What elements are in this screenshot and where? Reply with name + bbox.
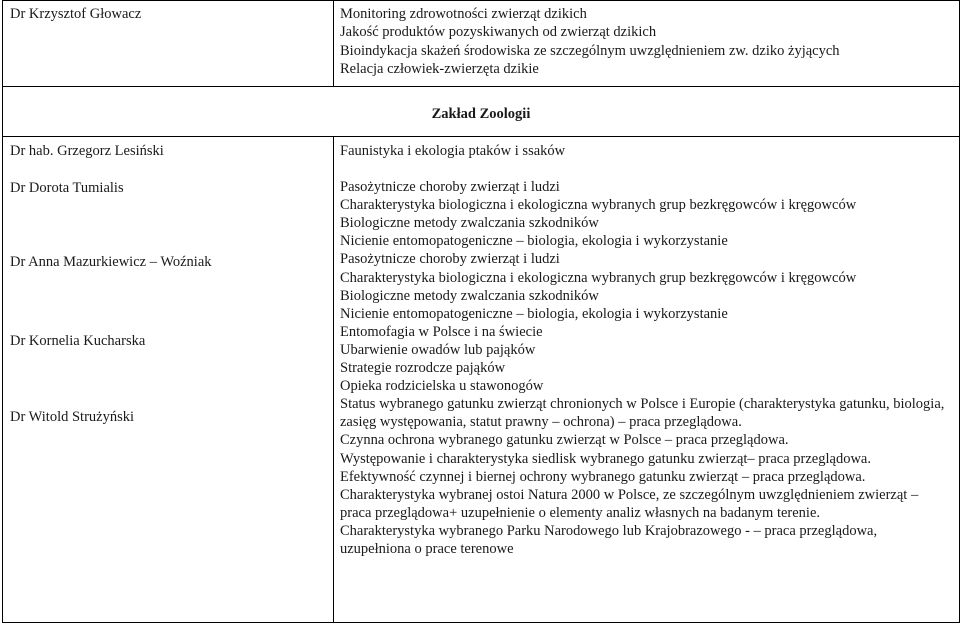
topic-item: Monitoring zdrowotności zwierząt dzikich [340,6,587,22]
section-row [3,87,960,137]
topic-group-kucharska [340,323,959,395]
section-heading-cell [3,87,960,137]
topic-item: Relacja człowiek-zwierzęta dzikie [340,61,539,78]
topic-group-mazurkiewicz [340,250,959,322]
topic-item: Występowanie i charakterystyka siedlisk wybranego gatunku zwierząt– praca przeglądowa. [340,450,871,467]
topics-cell [334,137,960,623]
section-heading: Zakład Zoologii [431,106,531,122]
topic-item: Strategie rozrodcze pająków [340,360,506,377]
supervisor-name: Dr Krzysztof Głowacz [10,6,142,22]
supervisor-name: Dr Anna Mazurkiewicz – Woźniak [10,254,212,270]
supervisor-name: Dr hab. Grzegorz Lesiński [10,143,164,159]
thesis-topics-table [2,0,960,623]
topic-group-struzynski [340,395,945,558]
topic-item: Nicienie entomopatogeniczne – biologia, ekologia i wykorzystanie [340,233,728,250]
topic-group-lesinski [340,142,959,160]
topic-item: Opieka rodzicielska u stawonogów [340,378,544,395]
topic-item: Entomofagia w Polsce i na świecie [340,323,543,340]
topic-item: Pasożytnicze choroby zwierząt i ludzi [340,179,560,196]
supervisor-name: Dr Kornelia Kucharska [10,333,146,349]
supervisor-name: Dr Witold Strużyński [10,409,135,425]
topic-item: Charakterystyka biologiczna i ekologiczna wybranych grup bezkręgowców i kręgowców [340,269,857,286]
topic-item: Biologiczne metody zwalczania szkodników [340,215,599,232]
topic-item: Status wybranego gatunku zwierząt chronionych w Polsce i Europie (charakterystyka gatunku, biologia, zasięg występowania, statut prawny – ochrona) – praca przeglądowa. [340,396,945,431]
topic-item: Bioindykacja skażeń środowiska ze szczególnym uwzględnieniem zw. dziko żyjących [340,42,840,59]
topic-item: Biologiczne metody zwalczania szkodników [340,287,599,304]
topics-cell [334,1,960,87]
topic-item: Czynna ochrona wybranego gatunku zwierząt w Polsce – praca przeglądowa. [340,432,789,449]
topic-item: Charakterystyka biologiczna i ekologiczna wybranych grup bezkręgowców i kręgowców [340,197,857,214]
topic-item: Ubarwienie owadów lub pająków [340,341,536,358]
topic-item: Faunistyka i ekologia ptaków i ssaków [340,143,566,159]
topic-item: Pasożytnicze choroby zwierząt i ludzi [340,251,560,268]
names-cell [3,137,334,623]
name-cell [3,1,334,87]
topic-item: Jakość produktów pozyskiwanych od zwierząt dzikich [340,24,657,41]
table-row [3,137,960,623]
topic-item: Nicienie entomopatogeniczne – biologia, ekologia i wykorzystanie [340,305,728,322]
topic-group-tumialis [340,178,959,250]
supervisor-name: Dr Dorota Tumialis [10,180,124,196]
topic-item: Charakterystyka wybranej ostoi Natura 2000 w Polsce, ze szczególnym uwzględnieniem zwierząt – praca przeglądowa+ uzupełnienie o elementy analiz własnych na badanym terenie. [340,486,919,521]
table-row [3,1,960,87]
topic-item: Efektywność czynnej i biernej ochrony wybranego gatunku zwierząt – praca przeglądowa. [340,468,866,485]
topic-item: Charakterystyka wybranego Parku Narodowego lub Krajobrazowego - – praca przeglądowa, uzupełniona o prace terenowe [340,522,878,557]
